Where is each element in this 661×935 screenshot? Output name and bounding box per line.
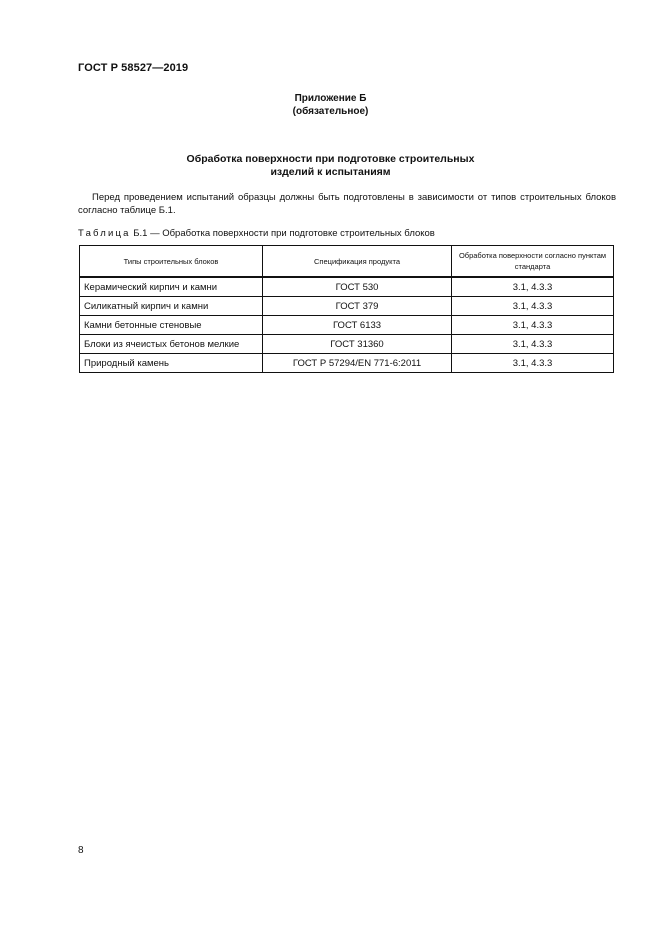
column-header-treatment: Обработка поверхности согласно пунктам стандарта: [452, 246, 614, 278]
table-row: [80, 297, 614, 316]
cell-specification: ГОСТ 530: [263, 277, 452, 297]
appendix-heading: [0, 92, 661, 118]
column-header-block-type: Типы строительных блоков: [80, 246, 263, 278]
table-row: [80, 354, 614, 373]
cell-specification: ГОСТ 379: [263, 297, 452, 316]
appendix-label: Приложение Б: [294, 93, 367, 104]
appendix-title-line2: изделий к испытаниям: [270, 166, 391, 178]
column-header-specification: Спецификация продукта: [263, 246, 452, 278]
table-caption-prefix: Таблица: [78, 228, 131, 239]
appendix-status: (обязательное): [292, 106, 369, 117]
table-row: [80, 335, 614, 354]
table-header-row: [80, 246, 614, 278]
appendix-title: [0, 153, 661, 179]
cell-treatment: 3.1, 4.3.3: [452, 335, 614, 354]
cell-block-type: Камни бетонные стеновые: [80, 316, 263, 335]
cell-treatment: 3.1, 4.3.3: [452, 297, 614, 316]
cell-treatment: 3.1, 4.3.3: [452, 277, 614, 297]
cell-specification: ГОСТ 6133: [263, 316, 452, 335]
cell-block-type: Блоки из ячеистых бетонов мелкие: [80, 335, 263, 354]
page-number: 8: [78, 845, 84, 856]
table-caption: [78, 228, 435, 240]
table-row: [80, 277, 614, 297]
document-id: ГОСТ Р 58527—2019: [78, 62, 189, 74]
cell-block-type: Силикатный кирпич и камни: [80, 297, 263, 316]
cell-block-type: Природный камень: [80, 354, 263, 373]
cell-block-type: Керамический кирпич и камни: [80, 277, 263, 297]
cell-treatment: 3.1, 4.3.3: [452, 316, 614, 335]
surface-treatment-table: [79, 245, 614, 373]
cell-specification: ГОСТ 31360: [263, 335, 452, 354]
appendix-title-line1: Обработка поверхности при подготовке строительных: [186, 153, 475, 165]
table-row: [80, 316, 614, 335]
table-caption-text: Б.1 — Обработка поверхности при подготовке строительных блоков: [130, 228, 435, 239]
cell-specification: ГОСТ Р 57294/EN 771-6:2011: [263, 354, 452, 373]
intro-paragraph: Перед проведением испытаний образцы должны быть подготовлены в зависимости от типов строительных блоков согласно таблице Б.1.: [78, 192, 616, 216]
cell-treatment: 3.1, 4.3.3: [452, 354, 614, 373]
